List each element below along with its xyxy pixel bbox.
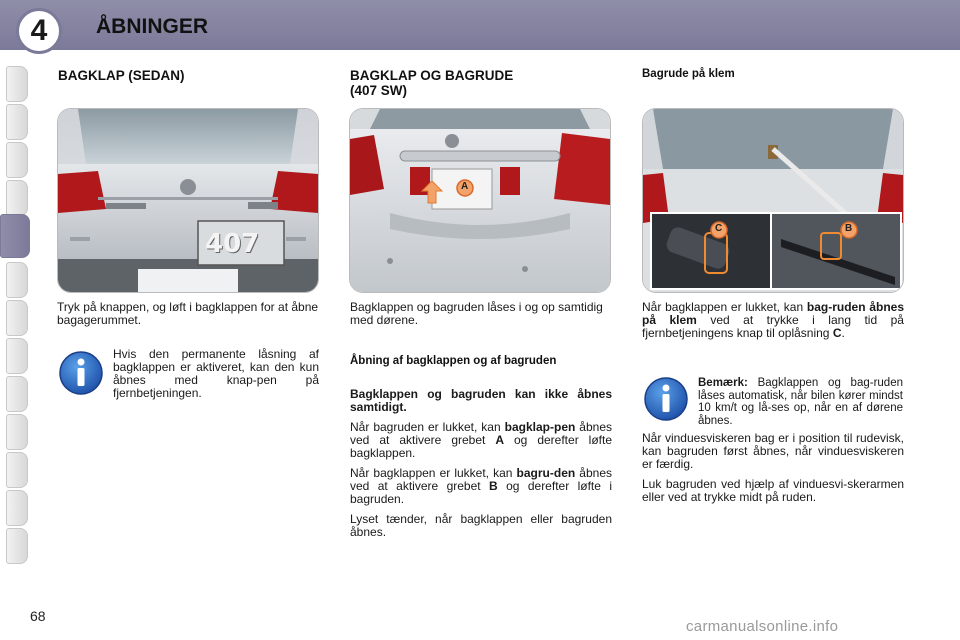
- info-icon: [58, 350, 104, 396]
- ajar-para-close: Luk bagruden ved hjælp af vinduesvi-skerarmen eller ved at trykke midt på ruden.: [642, 477, 904, 504]
- section-heading-sw-line2: (407 SW): [350, 83, 408, 98]
- chapter-tab[interactable]: [6, 376, 28, 412]
- sw-para-window: Når bagklappen er lukket, kan bagru-den åbnes ved at aktivere grebet B og derefter løfte i bagruden.: [350, 466, 613, 506]
- sw-body-text: Bagklappen og bagruden låses i og op samtidig med dørene.: [350, 300, 603, 327]
- ajar-info-text: Bemærk: Bagklappen og bag-ruden låses automatisk, når bilen kører mindst 10 km/t og lå-ses op, når en af dørene åbnes.: [698, 377, 903, 427]
- chapter-tab[interactable]: [6, 338, 28, 374]
- section-heading-ajar: Bagrude på klem: [642, 68, 735, 80]
- sw-para-tailgate: Når bagruden er lukket, kan bagklap-pen åbnes ved at aktivere grebet A og derefter løfte bagklappen.: [350, 420, 613, 460]
- info-icon: [643, 376, 689, 422]
- callout-label-b: B: [845, 223, 853, 234]
- chapter-tabs: [0, 66, 30, 576]
- ajar-more-text: [642, 432, 904, 511]
- sw-warning-bold: Bagklappen og bagruden kan ikke åbnes samtidigt.: [350, 387, 612, 414]
- chapter-title: ÅBNINGER: [96, 15, 209, 38]
- sedan-trunk-photo: [57, 108, 319, 293]
- watermark: carmanualsonline.info: [686, 618, 839, 635]
- callout-label-c: C: [715, 223, 723, 234]
- opening-subheading: Åbning af bagklappen og af bagruden: [350, 355, 557, 367]
- section-heading-sw-line1: BAGKLAP OG BAGRUDE: [350, 68, 514, 83]
- sedan-body-text: Tryk på knappen, og løft i bagklappen for at åbne bagagerummet.: [57, 300, 319, 327]
- chapter-tab[interactable]: [6, 528, 28, 564]
- section-heading-sw: [350, 68, 610, 98]
- callout-label-a: A: [461, 181, 469, 192]
- chapter-tab[interactable]: [6, 104, 28, 140]
- ajar-para-open: Når bagklappen er lukket, kan bag-ruden åbnes på klem ved at trykke i lang tid på fjernbetjeningens knap til oplåsning C.: [642, 300, 904, 340]
- photo-badge-407: 407: [205, 229, 260, 259]
- chapter-tab[interactable]: [6, 262, 28, 298]
- sw-window-ajar-photo: [642, 108, 904, 293]
- sedan-info-text: Hvis den permanente låsning af bagklappen er aktiveret, kan den kun åbnes med knap-pen på fjernbetjeningen.: [113, 347, 319, 400]
- chapter-tab[interactable]: [6, 452, 28, 488]
- chapter-tab[interactable]: [6, 180, 28, 216]
- sw-tailgate-photo: [349, 108, 611, 293]
- chapter-tab[interactable]: [6, 66, 28, 102]
- page-number: 68: [30, 608, 46, 624]
- section-heading-sedan: BAGKLAP (SEDAN): [58, 68, 185, 83]
- sw-para-light: Lyset tænder, når bagklappen eller bagruden åbnes.: [350, 512, 612, 539]
- sw-instructions: [350, 388, 612, 546]
- chapter-tab[interactable]: [6, 490, 28, 526]
- chapter-number-badge: 4: [16, 8, 62, 54]
- ajar-para-wiper: Når vinduesviskeren bag er i position til rudevisk, kan bagruden først åbnes, når vinduesviskeren er færdig.: [642, 431, 904, 471]
- chapter-tab[interactable]: [6, 142, 28, 178]
- chapter-tab-active[interactable]: [0, 214, 30, 258]
- chapter-tab[interactable]: [6, 300, 28, 336]
- chapter-tab[interactable]: [6, 414, 28, 450]
